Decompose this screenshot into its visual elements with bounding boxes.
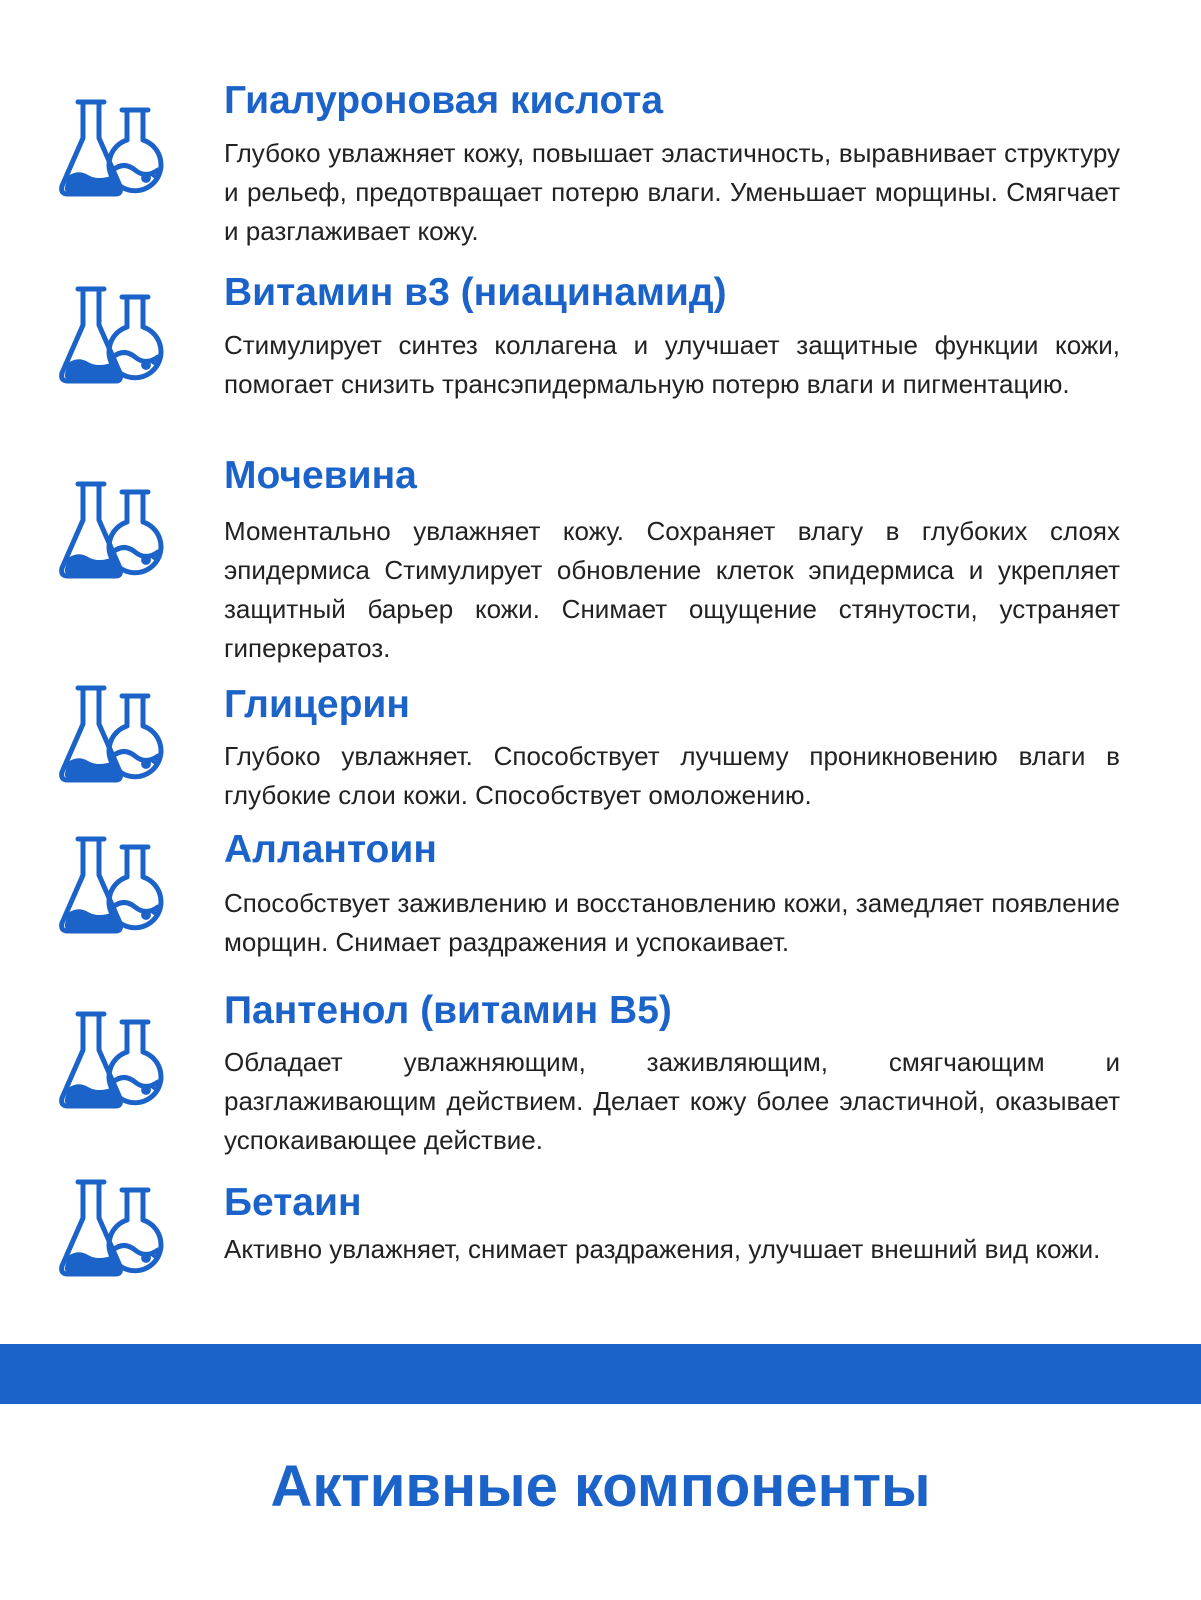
lab-flasks-icon bbox=[58, 1010, 176, 1110]
page-title: Активные компоненты bbox=[270, 1454, 931, 1519]
ingredient-description: Глубоко увлажняет кожу, повышает эластичность, выравнивает структуру и рельеф, предотвращает потерю влаги. Уменьшает морщины. Смягчает и разглаживает кожу. bbox=[224, 138, 1120, 246]
ingredient-description: Глубоко увлажняет. Способствует лучшему проникновению влаги в глубокие слои кожи. Способствует омоложению. bbox=[224, 741, 1120, 810]
ingredient-title: Мочевина bbox=[224, 454, 417, 497]
ingredient-description: Обладает увлажняющим, заживляющим, смягчающим и разглаживающим действием. Делает кожу более эластичной, оказывает успокаивающее действие. bbox=[224, 1047, 1120, 1155]
ingredient-title: Аллантоин bbox=[224, 828, 437, 871]
lab-flasks-icon bbox=[58, 480, 176, 580]
ingredient-description: Стимулирует синтез коллагена и улучшает защитные функции кожи, помогает снизить трансэпидермальную потерю влаги и пигментацию. bbox=[224, 330, 1120, 399]
ingredient-title: Витамин в3 (ниацинамид) bbox=[224, 271, 727, 314]
ingredient-description: Способствует заживлению и восстановлению кожи, замедляет появление морщин. Снимает раздражения и успокаивает. bbox=[224, 888, 1120, 957]
lab-flasks-icon bbox=[58, 1178, 176, 1278]
lab-flasks-icon bbox=[58, 684, 176, 784]
ingredient-title: Бетаин bbox=[224, 1181, 362, 1224]
ingredient-title: Пантенол (витамин B5) bbox=[224, 989, 672, 1032]
ingredient-description: Активно увлажняет, снимает раздражения, улучшает внешний вид кожи. bbox=[224, 1234, 1101, 1264]
lab-flasks-icon bbox=[58, 285, 176, 385]
lab-flasks-icon bbox=[58, 98, 176, 198]
ingredient-title: Гиалуроновая кислота bbox=[224, 79, 664, 122]
ingredient-title: Глицерин bbox=[224, 683, 410, 726]
lab-flasks-icon bbox=[58, 835, 176, 935]
ingredient-description: Моментально увлажняет кожу. Сохраняет влагу в глубоких слоях эпидермиса Стимулирует обновление клеток эпидермиса и укрепляет защитный барьер кожи. Снимает ощущение стянутости, устраняет гиперкератоз. bbox=[224, 516, 1120, 663]
accent-band bbox=[0, 1344, 1201, 1404]
